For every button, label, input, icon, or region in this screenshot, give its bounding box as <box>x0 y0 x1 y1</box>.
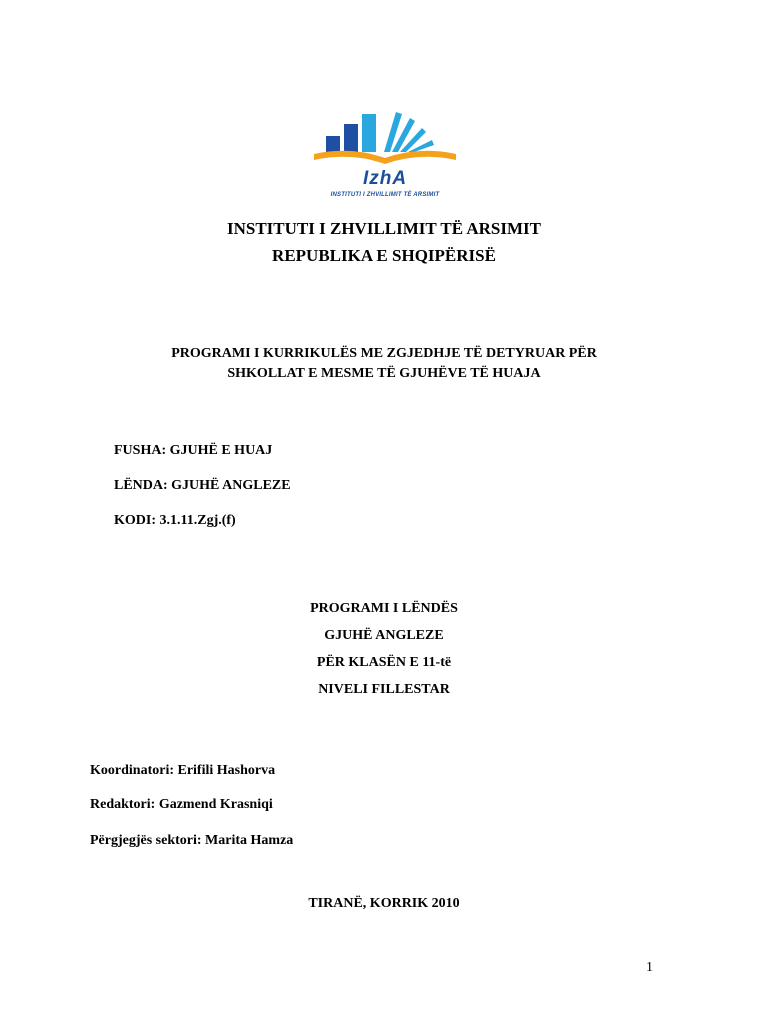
field-fusha: FUSHA: GJUHË E HUAJ <box>114 443 273 458</box>
subject-program-line1: PROGRAMI I LËNDËS <box>310 601 458 616</box>
credit-sector: Përgjegjës sektori: Marita Hamza <box>90 833 294 848</box>
program-title-line1: PROGRAMI I KURRIKULËS ME ZGJEDHJE TË DETYRUAR PËR <box>171 346 597 361</box>
field-lenda: LËNDA: GJUHË ANGLEZE <box>114 478 291 493</box>
subject-program-line3: PËR KLASËN E 11-të <box>316 655 452 670</box>
institution-name: INSTITUTI I ZHVILLIMIT TË ARSIMIT <box>227 219 541 238</box>
logo-subtitle: INSTITUTI I ZHVILLIMIT TË ARSIMIT <box>330 192 440 198</box>
izha-logo <box>306 108 464 204</box>
place-date: TIRANË, KORRIK 2010 <box>308 896 460 911</box>
institution-country: REPUBLIKA E SHQIPËRISË <box>272 246 496 265</box>
subject-program-line2: GJUHË ANGLEZE <box>324 628 444 643</box>
logo-bar <box>344 124 358 152</box>
logo-abbreviation: IzhA <box>362 168 408 189</box>
subject-program-line4: NIVELI FILLESTAR <box>318 682 450 697</box>
credit-coordinator: Koordinatori: Erifili Hashorva <box>90 763 276 778</box>
program-title-line2: SHKOLLAT E MESME TË GJUHËVE TË HUAJA <box>227 366 541 381</box>
logo-bar <box>362 114 376 152</box>
logo-bar <box>326 136 340 152</box>
logo-graphic <box>306 108 464 170</box>
field-kodi: KODI: 3.1.11.Zgj.(f) <box>114 513 236 528</box>
logo-book <box>314 151 456 164</box>
credit-editor: Redaktori: Gazmend Krasniqi <box>90 797 273 812</box>
page-number: 1 <box>646 960 653 975</box>
